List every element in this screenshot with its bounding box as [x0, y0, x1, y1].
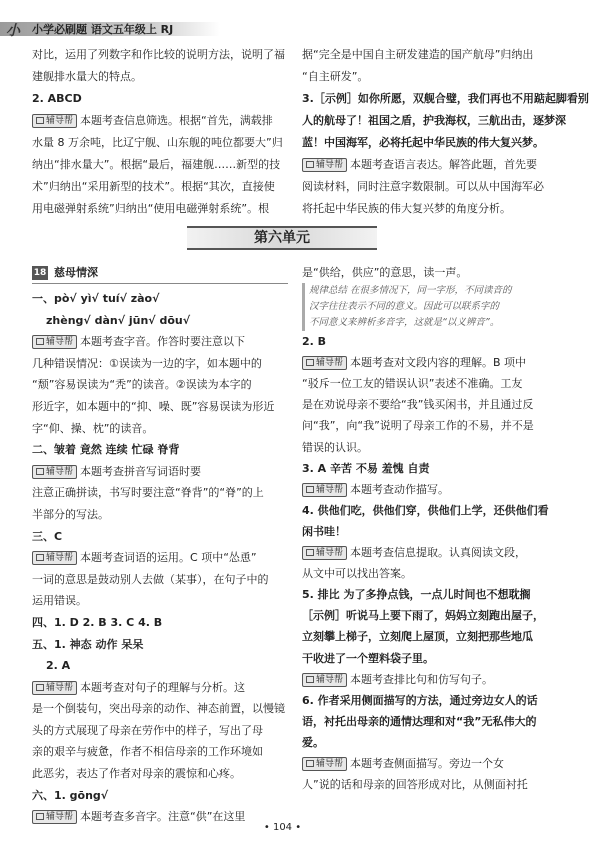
- tutor-tag: 辅导帮: [32, 551, 77, 565]
- answer-line: 人的航母了！祖国之盾，护我海权，三航出击，逐梦深: [302, 114, 566, 127]
- lesson-heading: [32, 262, 288, 284]
- tutor-icon: [306, 359, 314, 366]
- tutor-icon: [36, 468, 44, 475]
- tutor-tag: 辅导帮: [302, 356, 347, 370]
- tutor-icon: [306, 676, 314, 683]
- text-line: 术”归纳出“采用新型的技术”。根据“其次，直接使: [32, 180, 275, 193]
- tutor-tag: 辅导帮: [302, 757, 347, 771]
- unit-title-banner: 第六单元: [187, 226, 377, 250]
- tutor-tag: 辅导帮: [302, 546, 347, 560]
- text-line: 阅读材料，同时注意字数限制。可以从中国海军必: [302, 180, 544, 193]
- answer-line: 6. 作者采用侧面描写的方法，通过旁边女人的话: [302, 693, 538, 707]
- tutor-tag: 辅导帮: [32, 681, 77, 695]
- answer-line: 二、皱着 竟然 连续 忙碌 脊背: [32, 443, 180, 457]
- answer-line: 四、1. D 2. B 3. C 4. B: [32, 615, 163, 629]
- answer-line: 爱。: [302, 735, 324, 749]
- tutor-icon: [36, 554, 44, 561]
- answer-line: 5. 排比 为了多挣点钱，一点儿时间也不想耽搁: [302, 588, 531, 602]
- text-line: 本题考查语言表达。解答此题，首先要: [350, 158, 538, 171]
- answer-line: 2. ABCD: [32, 92, 82, 105]
- text-line: 是一个倒装句，突出母亲的动作、神态前置，以慢镜: [32, 702, 285, 716]
- answer-line: 五、1. 神态 动作 呆呆: [32, 637, 144, 651]
- answer-line: 4. 供他们吃，供他们穿，供他们上学，还供他们看: [302, 503, 549, 517]
- tip-line: 汉字往往表示不同的意义。因此可以联系字的: [309, 301, 500, 313]
- answer-line: 一、pò√ yì√ tuí√ zào√: [32, 292, 160, 305]
- answer-line: 立刻攀上梯子，立刻爬上屋顶，立刻把那些地瓜: [302, 630, 533, 644]
- tutor-icon: [306, 760, 314, 767]
- tutor-icon: [36, 117, 44, 124]
- answer-line: 2. B: [302, 335, 327, 349]
- tutor-tag: 辅导帮: [32, 810, 77, 824]
- book-logo: 小: [6, 23, 20, 39]
- page-header: [0, 0, 565, 44]
- tutor-tag: 辅导帮: [302, 673, 347, 687]
- lesson-title: 慈母情深: [54, 265, 98, 279]
- text-line: 错误的认识。: [302, 440, 368, 454]
- text-line: 是在劝说母亲不要给“我”钱买闲书，并且通过反: [302, 398, 534, 412]
- text-line: 本题考查信息提取。认真阅读文段，: [350, 546, 527, 560]
- text-line: 本题考查侧面描写。旁边一个女: [350, 756, 505, 770]
- tutor-tag: 辅导帮: [32, 465, 77, 479]
- tutor-icon: [36, 684, 44, 691]
- right-bottom-section: [302, 262, 558, 795]
- text-line: 此恶劣，表达了作者对母亲的震惊和心疼。: [32, 767, 241, 781]
- tutor-tag: 辅导帮: [302, 158, 347, 172]
- left-bottom-section: [32, 262, 288, 828]
- answer-line: 三、C: [32, 529, 63, 543]
- text-line: 字“仰、操、枕”的读音。: [32, 421, 154, 435]
- text-line: 注意正确拼读，书写时要注意“脊背”的“脊”的上: [32, 486, 264, 500]
- text-line: 问“我”，向“我”说明了母亲工作的不易，并不是: [302, 419, 534, 433]
- tip-line: 规律总结 在很多情况下，同一字形，不同读音的: [309, 285, 512, 297]
- text-line: “颓”容易误读为“秃”的读音。②误读为本字的: [32, 378, 252, 392]
- text-line: 水量 8 万余吨，比辽宁舰、山东舰的吨位都要大”归: [32, 136, 283, 149]
- answer-line: 闲书哇！: [302, 524, 346, 538]
- text-line: 据“完全是中国自主研发建造的国产航母”归纳出: [302, 48, 534, 61]
- text-line: 是“供给，供应”的意思，读一声。: [302, 266, 468, 279]
- lesson-number: 18: [33, 267, 47, 278]
- tutor-icon: [306, 161, 314, 168]
- tutor-icon: [36, 338, 44, 345]
- answer-line: 2. A: [46, 659, 71, 673]
- right-top-section: [302, 44, 589, 220]
- answer-line: 干收进了一个塑料袋子里。: [302, 651, 434, 665]
- text-line: 对比，运用了列数字和作比较的说明方法，说明了福: [32, 48, 285, 61]
- tutor-icon: [306, 549, 314, 556]
- tutor-icon: [36, 813, 44, 820]
- tutor-tag: 辅导帮: [302, 483, 347, 497]
- text-line: 本题考查多音字。注意“供”在这里: [80, 810, 246, 824]
- text-line: 几种错误情况：①误读为一边的字，如本题中的: [32, 356, 262, 370]
- text-line: 本题考查信息筛选。根据“首先，满载排: [80, 114, 273, 127]
- text-line: 建舰排水量大的特点。: [32, 70, 142, 83]
- text-line: 从文中可以找出答案。: [302, 567, 412, 581]
- left-top-section: [32, 44, 288, 220]
- text-line: 本题考查对文段内容的理解。B 项中: [350, 356, 527, 370]
- text-line: 人”说的话和母亲的回答形成对比，从侧面衬托: [302, 778, 528, 792]
- text-line: 形近字，如本题中的“抑、噪、既”容易误读为形近: [32, 399, 275, 413]
- text-line: 用电磁弹射系统”归纳出“使用电磁弹射系统”。根: [32, 202, 270, 215]
- book-title: 小学必刷题 语文五年级上 RJ: [32, 23, 174, 36]
- page-number: • 104 •: [263, 822, 302, 833]
- text-line: 本题考查排比句和仿写句子。: [350, 672, 494, 686]
- tutor-icon: [306, 486, 314, 493]
- text-line: 将托起中华民族的伟大复兴梦的角度分析。: [302, 202, 511, 215]
- text-line: 半部分的写法。: [32, 507, 109, 521]
- tip-line: 不同意义来辨析多音字，这就是“以义辨音”。: [309, 317, 500, 329]
- text-line: 本题考查词语的运用。C 项中“怂恿”: [80, 551, 257, 565]
- text-line: 亲的艰辛与疲惫，作者不相信母亲的工作环境如: [32, 745, 263, 759]
- answer-line: 3.［示例］如你所愿，双舰合璧，我们再也不用踮起脚看别: [302, 92, 589, 105]
- text-line: 头的方式展现了母亲在劳作中的样子，写出了母: [32, 723, 263, 737]
- answer-line: 六、1. gōng√: [32, 788, 109, 802]
- answer-line: ［示例］听说马上要下雨了，妈妈立刻跑出屋子，: [302, 609, 544, 623]
- answer-line: 蓝！中国海军，必将托起中华民族的伟大复兴梦。: [302, 136, 544, 149]
- rule-summary-box: [302, 283, 558, 331]
- text-line: 本题考查对句子的理解与分析。这: [80, 680, 246, 694]
- tutor-tag: 辅导帮: [32, 114, 77, 128]
- text-line: 本题考查字音。作答时要注意以下: [80, 335, 246, 349]
- text-line: “驳斥一位工友的错误认识”表述不准确。工友: [302, 377, 523, 391]
- answer-line: zhèng√ dàn√ jūn√ dōu√: [46, 313, 191, 327]
- answer-line: 语，衬托出母亲的通情达理和对“我”无私伟大的: [302, 714, 537, 728]
- text-line: 本题考查动作描写。: [350, 482, 450, 496]
- text-line: 运用错误。: [32, 594, 87, 608]
- tutor-tag: 辅导帮: [32, 335, 77, 349]
- text-line: 纳出“排水量大”。根据“最后，福建舰……新型的技: [32, 158, 281, 171]
- text-line: 一词的意思是鼓动别人去做（某事），在句子中的: [32, 572, 269, 586]
- text-line: 本题考查拼音写词语时要: [80, 464, 202, 478]
- answer-line: 3. A 辛苦 不易 羞愧 自责: [302, 461, 430, 475]
- text-line: “自主研发”。: [302, 70, 369, 83]
